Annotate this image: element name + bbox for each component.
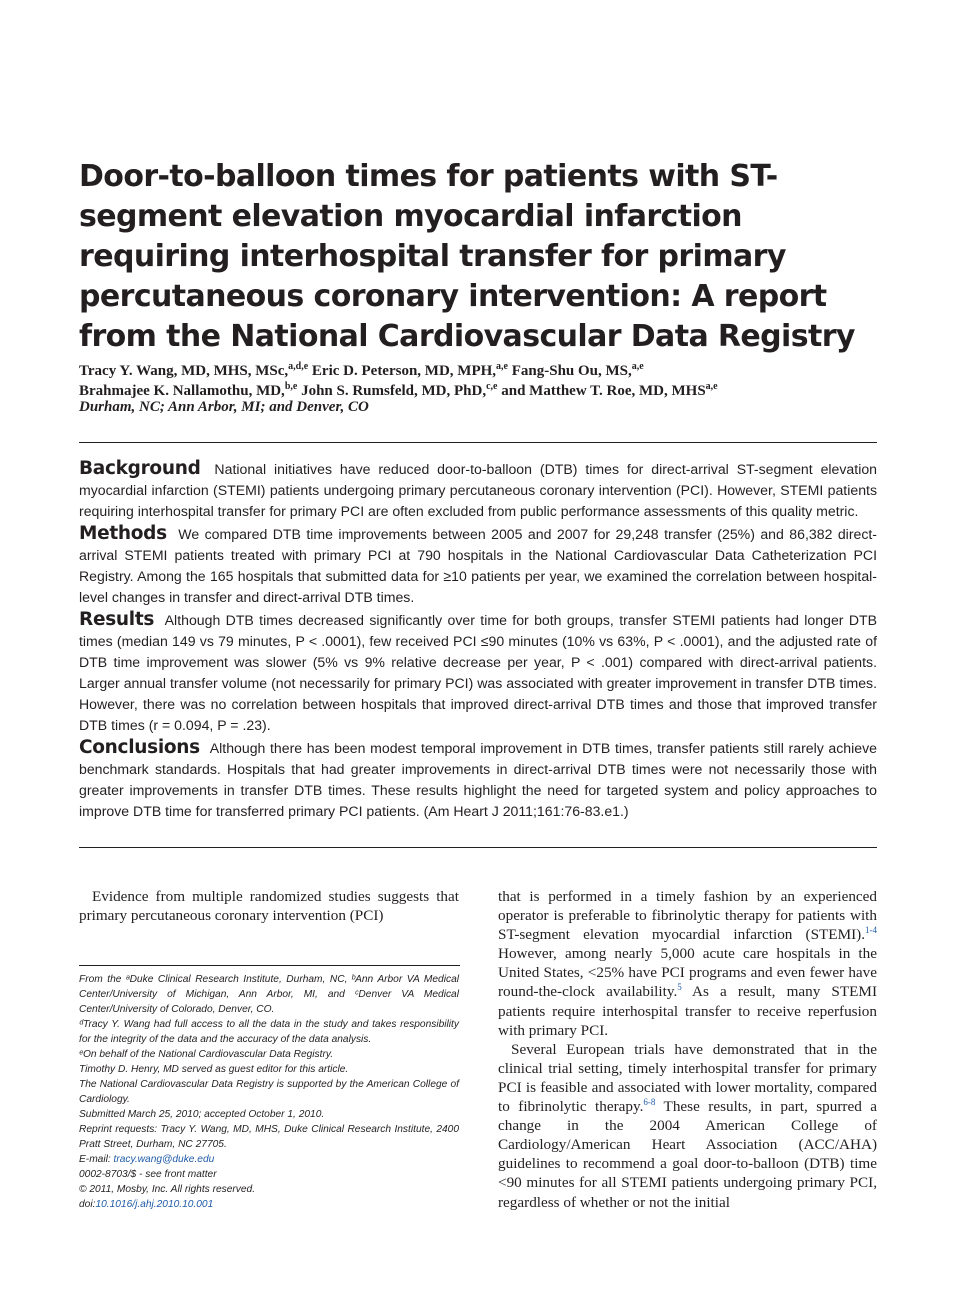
abstract-conclusions [79, 737, 877, 822]
footnote-divider [79, 965, 460, 966]
author-list [79, 361, 879, 401]
footnote: From the ᵃDuke Clinical Research Institute, Durham, NC, ᵇAnn Arbor VA Medical Center/University of Michigan, Ann Arbor, MI, and ᶜDenver VA Medical Center/University of Colorado, Denver, CO. [79, 974, 459, 1015]
author-affiliation: a,d,e [288, 361, 309, 372]
body-text: However, among nearly 5,000 acute care hospitals in the United States, <25% have PCI programs and even fewer have round-the-clock availability. [498, 945, 877, 1001]
abstract-text: National initiatives have reduced door-to-balloon (DTB) times for direct-arrival ST-segment elevation myocardial infarction (STEMI) patients undergoing primary percutaneous coronary intervention (PCI). However, STEMI patients requiring interhospital transfer for primary PCI are often excluded from public performance assessments of this quality metric. [79, 461, 877, 519]
author-name: Brahmajee K. Nallamothu, MD, [79, 383, 285, 399]
footnote-doi [79, 1197, 459, 1212]
abstract-methods [79, 523, 877, 608]
body-text: that is performed in a timely fashion by an experienced operator is preferable to fibrinolytic therapy for patients with ST-segment elevation myocardial infarction (STEMI). [498, 888, 877, 944]
abstract [79, 458, 877, 823]
reference-link[interactable]: 5 [677, 982, 682, 993]
author-name: Tracy Y. Wang, MD, MHS, MSc, [79, 363, 289, 379]
author-affiliation: a,e [496, 361, 508, 372]
reference-link[interactable]: 1-4 [865, 925, 877, 936]
author-name: John S. Rumsfeld, MD, PhD, [301, 383, 487, 399]
doi-link[interactable]: 10.1016/j.ahj.2010.10.001 [95, 1199, 214, 1210]
article-title: Door-to-balloon times for patients with ST-segment elevation myocardial infarction requiring interhospital transfer for primary percutaneous coronary intervention: A report from the National Cardiovascular Data Registry [79, 159, 855, 354]
author-affiliation: a,e [631, 361, 644, 372]
email-label: E-mail: [79, 1154, 114, 1165]
section-heading: Conclusions [79, 737, 200, 758]
footnotes [79, 972, 459, 1212]
body-right-column [498, 887, 877, 1212]
email-link[interactable]: tracy.wang@duke.edu [113, 1154, 215, 1165]
footnote: ᵉOn behalf of the National Cardiovascular Data Registry. [79, 1049, 334, 1060]
abstract-background [79, 458, 877, 522]
footnote: The National Cardiovascular Data Registry is supported by the American College of Cardiology. [79, 1079, 459, 1105]
body-paragraph: Evidence from multiple randomized studies suggests that primary percutaneous coronary intervention (PCI) [79, 888, 459, 925]
body-left-column [79, 887, 459, 925]
divider [79, 442, 877, 443]
doi-label: doi: [79, 1199, 96, 1210]
body-text: These results, in part, spurred a change in the 2004 American College of Cardiology/American Heart Association (ACC/AHA) guidelines to recommend a goal door-to-balloon (DTB) time <90 minutes for all STEMI patients undergoing primary PCI, regardless of whether or not the initial [498, 1098, 877, 1211]
author-locations: Durham, NC; Ann Arbor, MI; and Denver, CO [79, 399, 369, 415]
author-name: and Matthew T. Roe, MD, MHS [501, 383, 706, 399]
footnote-email [79, 1152, 459, 1167]
abstract-text: We compared DTB time improvements between 2005 and 2007 for 29,248 transfer (25%) and 86,382 direct-arrival STEMI patients treated with primary PCI at 790 hospitals in the National Cardiovascular Data Catheterization PCI Registry. Among the 165 hospitals that submitted data for ≥10 patients per year, we examined the correlation between hospital-level changes in transfer and direct-arrival DTB times. [79, 526, 878, 605]
author-name: Eric D. Peterson, MD, MPH, [311, 363, 497, 379]
section-heading: Results [79, 609, 155, 630]
reference-link[interactable]: 6-8 [643, 1096, 656, 1107]
author-affiliation: a,e [705, 381, 718, 392]
abstract-text: Although DTB times decreased significantly over time for both groups, transfer STEMI patients had longer DTB times (median 149 vs 79 minutes, P < .0001), few received PCI ≤90 minutes (10% vs 63%, P < .0001), and the adjusted rate of DTB time improvement was slower (5% vs 9% relative decrease per year, P < .001) compared with direct-arrival patients. Larger annual transfer volume (not necessarily for primary PCI) was associated with greater improvement in transfer DTB times. However, there was no correlation between hospitals that improved direct-arrival DTB times and those that improved transfer DTB times (r = 0.094, P = .23). [79, 612, 878, 733]
author-affiliation: b,e [284, 381, 298, 392]
footnote: ᵈTracy Y. Wang had full access to all the data in the study and takes responsibility for the integrity of the data and the accuracy of the data analysis. [79, 1019, 459, 1045]
footnote: © 2011, Mosby, Inc. All rights reserved. [79, 1184, 256, 1195]
footnote: 0002-8703/$ - see front matter [79, 1169, 217, 1180]
author-name: Fang-Shu Ou, MS, [511, 363, 632, 379]
divider [79, 847, 877, 848]
section-heading: Methods [79, 523, 167, 544]
body-text: As a result, many STEMI patients require interhospital transfer to receive reperfusion with primary PCI. [498, 983, 877, 1039]
footnote: Timothy D. Henry, MD served as guest editor for this article. [79, 1064, 349, 1075]
abstract-results [79, 609, 877, 736]
footnote: Reprint requests: Tracy Y. Wang, MD, MHS, Duke Clinical Research Institute, 2400 Pratt Street, Durham, NC 27705. [79, 1124, 459, 1150]
body-paragraph [498, 887, 877, 1040]
body-paragraph [498, 1040, 877, 1212]
abstract-text: Although there has been modest temporal improvement in DTB times, transfer patients still rarely achieve benchmark standards. Hospitals that had greater improvements in direct-arrival DTB times were not necessarily those with greater improvements in transfer DTB times. These results highlight the need for targeted system and policy approaches to improve DTB time for transferred primary PCI patients. (Am Heart J 2011;161:76-83.e1.) [79, 740, 877, 819]
footnote: Submitted March 25, 2010; accepted October 1, 2010. [79, 1109, 325, 1120]
body-text: Several European trials have demonstrated that in the clinical trial setting, timely interhospital transfer for primary PCI is feasible and associated with lower mortality, compared to fibrinolytic therapy. [498, 1040, 877, 1116]
section-heading: Background [79, 458, 201, 479]
author-affiliation: c,e [486, 381, 498, 392]
